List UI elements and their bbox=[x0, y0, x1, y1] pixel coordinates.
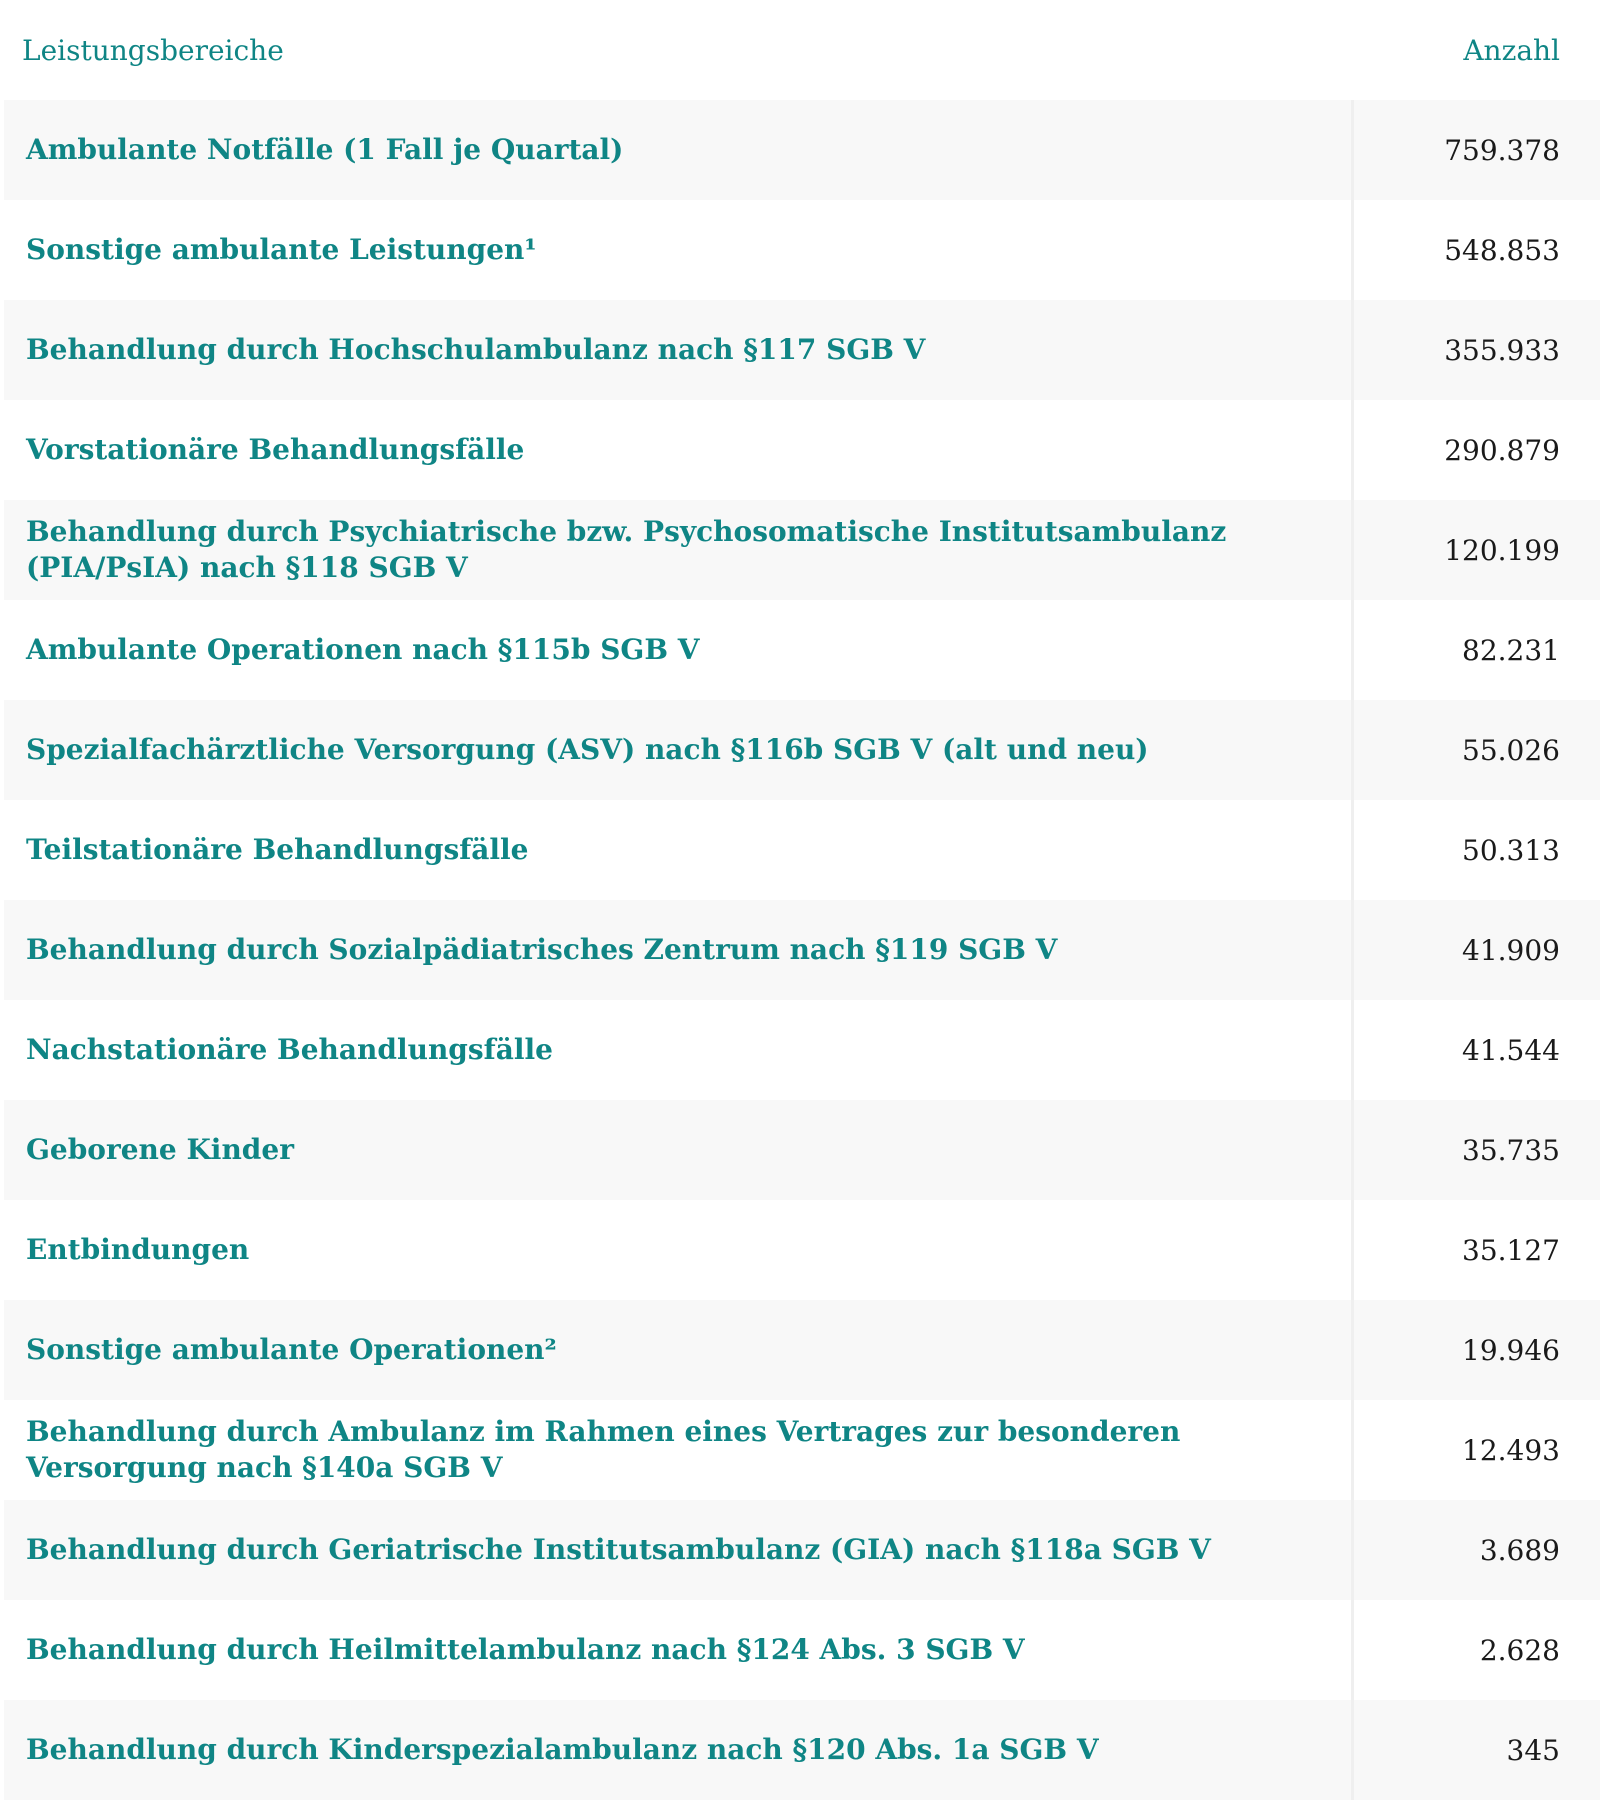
table-row bbox=[0, 1500, 1600, 1600]
row-value: 19.946 bbox=[1354, 1300, 1600, 1400]
row-label: Behandlung durch Sozialpädiatrisches Zentrum nach §119 SGB V bbox=[4, 900, 1354, 1000]
table-row bbox=[0, 1700, 1600, 1800]
row-value: 41.909 bbox=[1354, 900, 1600, 1000]
table-row bbox=[0, 100, 1600, 200]
row-label: Ambulante Operationen nach §115b SGB V bbox=[4, 600, 1354, 700]
table-row bbox=[0, 300, 1600, 400]
row-label: Sonstige ambulante Operationen² bbox=[4, 1300, 1354, 1400]
row-value: 548.853 bbox=[1354, 200, 1600, 300]
row-value: 759.378 bbox=[1354, 100, 1600, 200]
row-value: 41.544 bbox=[1354, 1000, 1600, 1100]
table-row bbox=[0, 1300, 1600, 1400]
table-row bbox=[0, 900, 1600, 1000]
row-label: Behandlung durch Geriatrische Institutsambulanz (GIA) nach §118a SGB V bbox=[4, 1500, 1354, 1600]
row-value: 290.879 bbox=[1354, 400, 1600, 500]
row-label: Ambulante Notfälle (1 Fall je Quartal) bbox=[4, 100, 1354, 200]
row-label: Vorstationäre Behandlungsfälle bbox=[4, 400, 1354, 500]
table-row bbox=[0, 800, 1600, 900]
table-row bbox=[0, 1000, 1600, 1100]
row-label: Sonstige ambulante Leistungen¹ bbox=[4, 200, 1354, 300]
table-row bbox=[0, 500, 1600, 600]
table-body bbox=[0, 100, 1600, 1800]
row-label: Behandlung durch Hochschulambulanz nach §117 SGB V bbox=[4, 300, 1354, 400]
row-label: Nachstationäre Behandlungsfälle bbox=[4, 1000, 1354, 1100]
row-label: Behandlung durch Psychiatrische bzw. Psychosomatische Institutsambulanz (PIA/PsIA) nach §118 SGB V bbox=[4, 500, 1354, 600]
row-value: 3.689 bbox=[1354, 1500, 1600, 1600]
header-value-column: Anzahl bbox=[1463, 33, 1560, 67]
table-row bbox=[0, 1200, 1600, 1300]
row-label: Behandlung durch Ambulanz im Rahmen eines Vertrages zur besonderen Versorgung nach §140a SGB V bbox=[4, 1400, 1354, 1500]
row-label: Teilstationäre Behandlungsfälle bbox=[4, 800, 1354, 900]
row-value: 120.199 bbox=[1354, 500, 1600, 600]
row-label: Behandlung durch Kinderspezialambulanz nach §120 Abs. 1a SGB V bbox=[4, 1700, 1354, 1800]
table-row bbox=[0, 1600, 1600, 1700]
table-row bbox=[0, 1400, 1600, 1500]
row-value: 35.735 bbox=[1354, 1100, 1600, 1200]
table-row bbox=[0, 400, 1600, 500]
table-row bbox=[0, 600, 1600, 700]
table-row bbox=[0, 1100, 1600, 1200]
row-value: 12.493 bbox=[1354, 1400, 1600, 1500]
table-row bbox=[0, 200, 1600, 300]
row-value: 50.313 bbox=[1354, 800, 1600, 900]
row-value: 2.628 bbox=[1354, 1600, 1600, 1700]
row-value: 345 bbox=[1354, 1700, 1600, 1800]
row-label: Behandlung durch Heilmittelambulanz nach §124 Abs. 3 SGB V bbox=[4, 1600, 1354, 1700]
row-value: 82.231 bbox=[1354, 600, 1600, 700]
row-value: 355.933 bbox=[1354, 300, 1600, 400]
row-value: 35.127 bbox=[1354, 1200, 1600, 1300]
table-row bbox=[0, 700, 1600, 800]
row-label: Geborene Kinder bbox=[4, 1100, 1354, 1200]
header-label-column: Leistungsbereiche bbox=[22, 33, 284, 67]
row-label: Entbindungen bbox=[4, 1200, 1354, 1300]
table-header bbox=[0, 0, 1600, 100]
row-label: Spezialfachärztliche Versorgung (ASV) nach §116b SGB V (alt und neu) bbox=[4, 700, 1354, 800]
row-value: 55.026 bbox=[1354, 700, 1600, 800]
